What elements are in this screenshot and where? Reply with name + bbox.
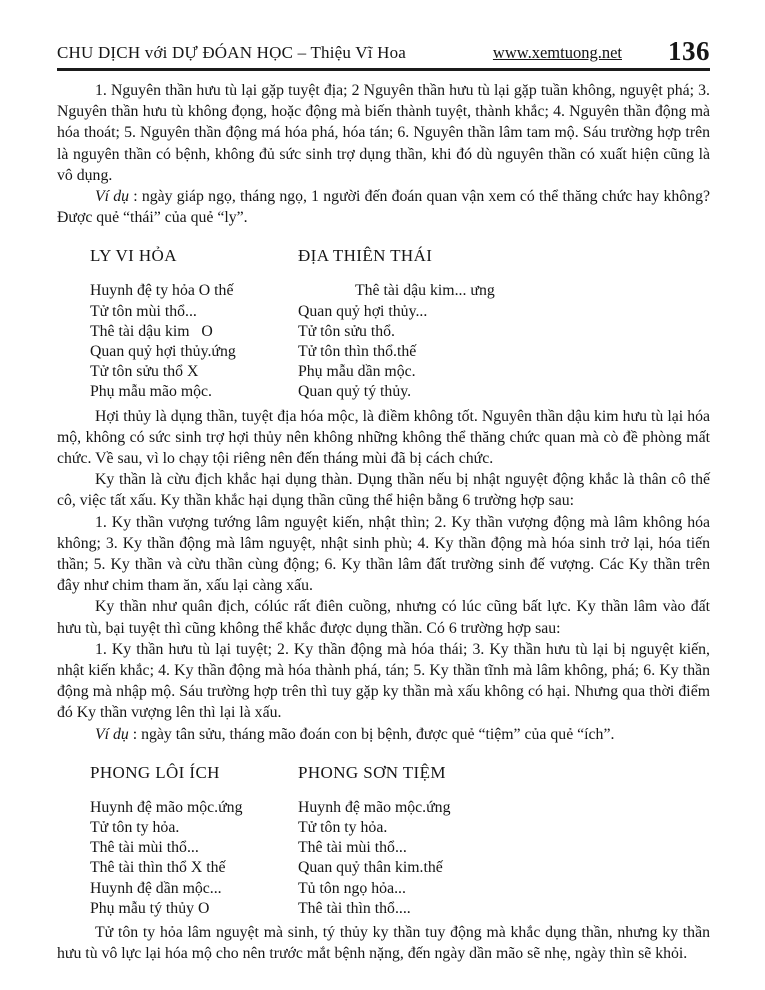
hexagram-line: Thê tài thìn thổ.... — [298, 899, 411, 917]
hexagram-line: Thê tài mùi thổ... — [90, 839, 199, 857]
paragraph-ky-than-weak: Ky thần như quân địch, cólúc rất điên cuồng, nhưng có lúc cũng bất lực. Ky thần lâm vào đất hưu tù, bại tuyệt thì cũng không thể khắc được dụng thần. Có 6 trường hợp sau: — [57, 598, 710, 637]
paragraph-analysis-1: Hợi thủy là dụng thần, tuyệt địa hóa mộc, là điềm không tốt. Nguyên thần dậu kim hưu tù lại hóa mộ, không có sức sinh trợ hợi thủy nên không những không thể thăng chức quan mà cò đề phòng mất chức. Về sau, vì lo chạy tội riêng nên đến tháng mùi đã bị cách chức. — [57, 407, 710, 467]
hexagram-line: Phụ mẫu dần mộc. — [298, 363, 416, 381]
book-title: CHU DỊCH với DỰ ĐÓAN HỌC – Thiệu Vĩ Hoa — [57, 42, 407, 62]
hexagram-title: LY VI HỎA — [90, 246, 177, 266]
example-text: : ngày giáp ngọ, tháng ngọ, 1 người đến đoán quan vận xem có thể thăng chức hay không? Được quẻ “thái” của quẻ “ly”. — [57, 187, 710, 227]
hexagram-line: Quan quỷ tý thủy. — [298, 383, 412, 401]
hexagram-line: Huynh đệ ty hỏa O thế — [90, 282, 234, 300]
website-link[interactable]: www.xemtuong.net — [492, 42, 622, 62]
hexagram-table-1 — [57, 235, 710, 402]
hexagram-line: Tử tôn sửu thổ X — [90, 363, 199, 381]
paragraph-conclusion: Tử tôn ty hỏa lâm nguyệt mà sinh, tý thủy ky thần tuy động mà khắc dụng thần, nhưng ky thần hưu tù vô lực lại hóa mộ cho nên trước mắt bệnh nặng, đến ngày dần mão sẽ nhẹ, ngày thìn sẽ khỏi. — [57, 924, 710, 963]
paragraph-nguyen-than-cases: 1. Nguyên thần hưu tù lại gặp tuyệt địa; 2 Nguyên thần hưu tù lại gặp tuần không, nguyệt phá; 3. Nguyên thần hưu tù không đọng, hoặc động mà biến thành tuyệt, thành khắc; 4. Nguyên thần động mà hóa thoát; 5. Nguyên thần động má hóa phá, hóa tán; 6. Nguyên thần lâm tam mộ. Sáu trường hợp trên là nguyên thần có bệnh, không đủ sức sinh trợ dụng thần, khi đó dù nguyên thần có xuất hiện cũng là vô dụng. — [57, 81, 710, 184]
hexagram-line: Tử tôn thìn thổ.thế — [298, 342, 417, 360]
hexagram-line: Tử tôn ty hỏa. — [298, 819, 388, 837]
hexagram-line: Huynh đệ mão mộc.ứng — [298, 798, 451, 816]
paragraph-ky-than-intro: Ky thần là cừu địch khắc hại dụng thàn. Dụng thần nếu bị nhật nguyệt động khắc là thân cô thế cô, việc tất xấu. Ky thần khắc hại dụng thần cũng thể hiện bằng 6 trường hợp sau: — [57, 471, 710, 510]
page-number: 136 — [668, 36, 710, 66]
hexagram-column-phong-son-tiem — [298, 752, 710, 919]
hexagram-line: Huynh đệ dần mộc... — [90, 879, 222, 897]
hexagram-column-phong-loi-ich — [90, 752, 298, 919]
hexagram-line: Phụ mẫu mão mộc. — [90, 383, 212, 401]
hexagram-line: Quan quỷ hợi thủy.ứng — [90, 342, 236, 360]
hexagram-line: Tử tôn ty hỏa. — [90, 819, 180, 837]
example-label: Ví dụ — [95, 725, 129, 743]
paragraph-example-1 — [57, 186, 710, 228]
hexagram-column-ly-vi-hoa — [90, 235, 298, 402]
hexagram-line: Phụ mẫu tý thủy O — [90, 899, 210, 917]
hexagram-line: Thê tài mùi thổ... — [298, 839, 407, 857]
page-header — [57, 36, 710, 71]
paragraph-ky-than-cases: 1. Ky thần vượng tướng lâm nguyệt kiến, nhật thìn; 2. Ky thần vượng động mà lâm không hóa không; 3. Ky thần động mà lâm nguyệt, nhật sinh phù; 4. Ky thần động mà hóa sinh trở lại, hóa tiến thần; 5. Ky thần và cừu thần cùng động; 6. Ky thần lâm đất trường sinh đế vượng. Các Ky thần trên đây như chim tham ăn, xấu lại càng xấu. — [57, 513, 710, 595]
hexagram-line: Quan quỷ thân kim.thế — [298, 859, 443, 877]
hexagram-table-2 — [57, 752, 710, 919]
hexagram-title: PHONG LÔI ÍCH — [90, 762, 220, 782]
hexagram-line: Tử tôn mùi thổ... — [90, 302, 197, 320]
hexagram-line: Huynh đệ mão mộc.ứng — [90, 798, 243, 816]
example-text: : ngày tân sửu, tháng mão đoán con bị bệnh, được quẻ “tiệm” của quẻ “ích”. — [128, 725, 615, 743]
hexagram-line: Thê tài dậu kim... ưng — [355, 282, 495, 300]
example-label: Ví dụ — [95, 187, 130, 205]
hexagram-line: Tử tôn sửu thổ. — [298, 322, 395, 340]
hexagram-column-dia-thien-thai — [298, 235, 710, 402]
hexagram-line: Tủ tôn ngọ hỏa... — [298, 879, 406, 897]
hexagram-line: Quan quỷ hợi thủy... — [298, 302, 428, 320]
paragraph-ky-than-harmless-cases: 1. Ky thần hưu tù lại tuyệt; 2. Ky thần động mà hóa thái; 3. Ky thần hưu tù lại bị nguyệt kiến, nhật kiến khắc; 4. Ky thần động mà hóa thành phá, tán; 5. Ky thần tĩnh mà lâm không, phá; 6. Ky thần động mà nhập mộ. Sáu trường hợp trên thì tuy gặp ky thần mà xấu không có hại. Nhưng qua thời điểm đó Ky thần vượng lên thì lại là xấu. — [57, 640, 710, 722]
hexagram-title: ĐỊA THIÊN THÁI — [298, 246, 433, 266]
hexagram-line: Thê tài dậu kim O — [90, 322, 213, 340]
hexagram-line: Thê tài thìn thổ X thế — [90, 859, 226, 877]
hexagram-title: PHONG SƠN TIỆM — [298, 762, 446, 782]
paragraph-example-2 — [57, 724, 710, 745]
